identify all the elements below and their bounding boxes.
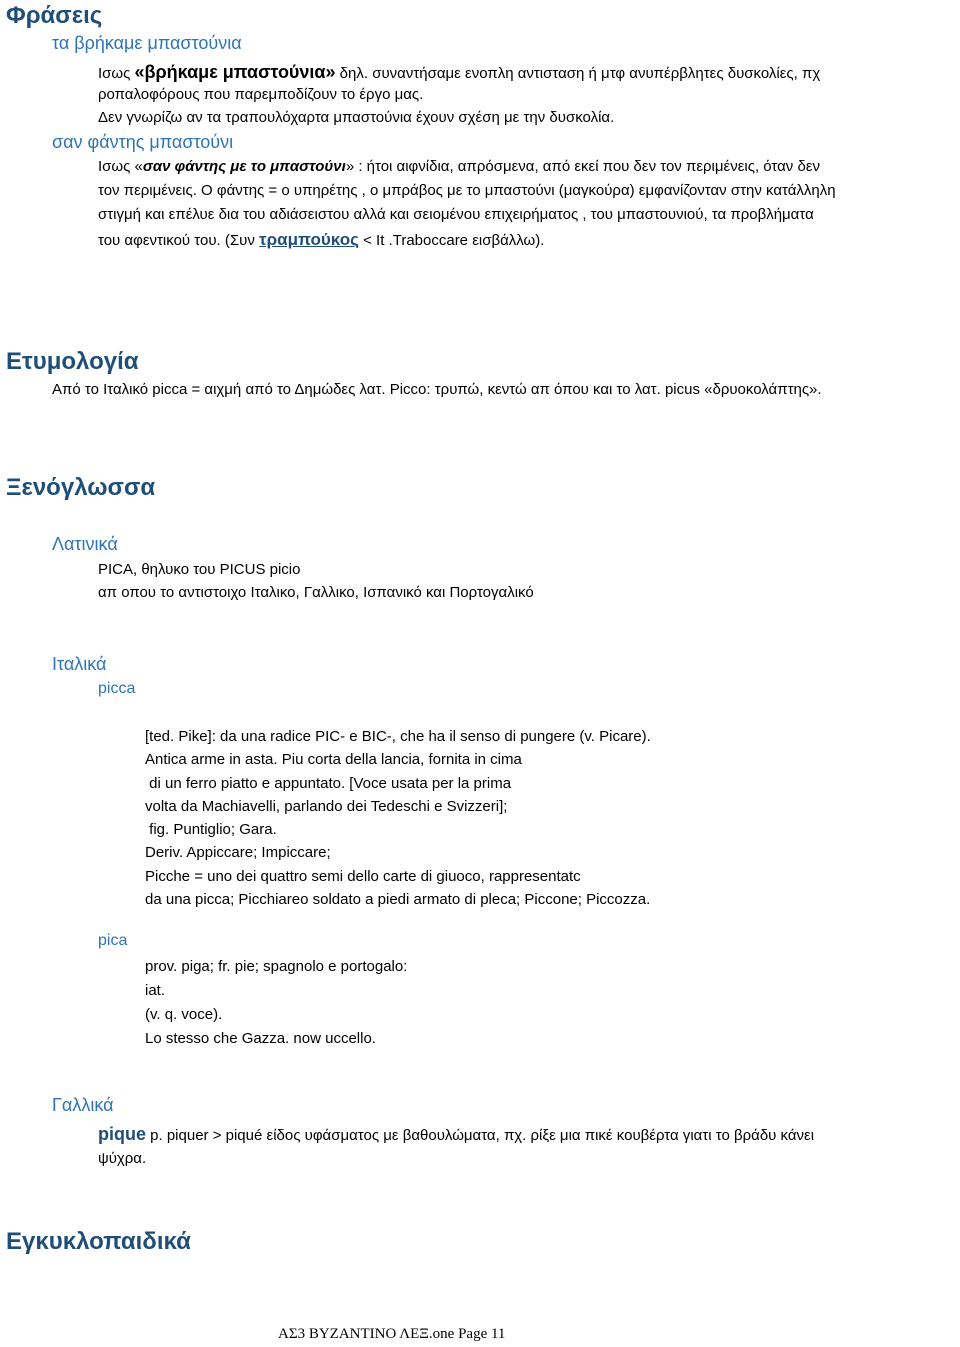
bold-word-pique: pique — [98, 1124, 146, 1144]
definition-line: Deriv. Appiccare; Impiccare; — [145, 844, 331, 862]
definition-line: Picche = uno dei quattro semi dello carte di giuoco, rappresentatc — [145, 867, 581, 885]
definition-line: iat. — [145, 982, 166, 999]
text-span: < It .Traboccare εισβάλλω). — [358, 232, 545, 249]
text-span: p. piquer > piqué είδος υφάσματος με βαθουλώματα, πχ. ρίξε μια πικέ κουβέρτα γιατι το βράδυ κάνει — [146, 1127, 815, 1144]
label-pica: pica — [98, 932, 128, 949]
page-footer: ΑΣ3 ΒΥΖΑΝΤΙΝΟ ΛΕΞ.one Page 11 — [278, 1326, 506, 1342]
heading-etymology: Ετυμολογία — [6, 348, 139, 375]
subheading-jack-clubs: σαν φάντης μπαστούνι — [52, 132, 234, 152]
bold-phrase: «βρήκαμε μπαστούνια» — [134, 62, 336, 82]
paragraph-line: απ οπου το αντιστοιχο Ιταλικο, Γαλλικο, Ισπανικό και Πορτογαλικό — [98, 584, 534, 601]
subheading-italian: Ιταλικά — [52, 654, 107, 674]
definition-line: [ted. Pike]: da una radice PIC- e BIC-, che ha il senso di pungere (v. Picare). — [145, 728, 651, 745]
paragraph-line: στιγμή και επέλυε δια του αδιάσειστου αλλά και σειομένου επιχειρήματος , του μπαστουνιού, τα προβλήματα — [98, 206, 814, 223]
definition-line: Antica arme in asta. Piu corta della lancia, fornita in cima — [145, 751, 522, 769]
heading-encyclopedia: Εγκυκλοπαιδικά — [6, 1228, 191, 1255]
paragraph-line — [98, 230, 544, 250]
paragraph-line — [98, 62, 820, 83]
heading-phrases: Φράσεις — [6, 2, 103, 29]
subheading-latin: Λατινικά — [52, 534, 118, 554]
bold-italic-phrase: σαν φάντης με το μπαστούνι — [142, 158, 346, 175]
definition-line: di un ferro piatto e appuntato. [Voce usata per la prima — [145, 774, 512, 792]
definition-line: prov. piga; fr. pie; spagnolo e portogalo: — [145, 958, 408, 975]
paragraph-line: Δεν γνωρίζω αν τα τραπουλόχαρτα μπαστούνια έχουν σχέση με την δυσκολία. — [98, 109, 615, 126]
definition-line: fig. Puntiglio; Gara. — [145, 821, 277, 839]
text-span: του αφεντικού του. (Συν — [98, 232, 260, 249]
paragraph-line: ροπαλοφόρους που παρεμποδίζουν το έργο μας. — [98, 86, 424, 103]
text-span: » : ήτοι αιφνίδια, απρόσμενα, από εκεί που δεν τον περιμένεις, όταν δεν — [345, 158, 821, 175]
heading-foreign: Ξενόγλωσσα — [6, 474, 156, 501]
definition-line: (v. q. voce). — [145, 1006, 223, 1023]
paragraph-line: ψύχρα. — [98, 1150, 147, 1167]
paragraph-line — [98, 158, 820, 175]
paragraph-line: PICA, θηλυκο του PICUS picio — [98, 561, 301, 578]
subheading-french: Γαλλικά — [52, 1095, 114, 1115]
subheading-found-clubs: τα βρήκαμε μπαστούνια — [52, 33, 242, 53]
link-trampoukos[interactable]: τραμπούκος — [259, 230, 359, 249]
definition-line: volta da Machiavelli, parlando dei Tedeschi e Svizzeri]; — [145, 797, 508, 815]
pica-definition — [145, 955, 407, 1051]
text-span: Ισως « — [98, 158, 143, 175]
picca-definition — [145, 725, 651, 911]
definition-line: da una picca; Picchiareo soldato a piedi armato di pleca; Piccone; Piccozza. — [145, 891, 651, 909]
paragraph-line: τον περιμένεις. Ο φάντης = ο υπηρέτης , ο μπράβος με το μπαστούνι (μαγκούρα) εμφανίζονταν στην κατάλληλη — [98, 182, 836, 199]
label-picca: picca — [98, 680, 136, 697]
paragraph-line — [98, 1124, 814, 1145]
text-span: δηλ. συναντήσαμε ενοπλη αντισταση ή μτφ ανυπέρβλητες δυσκολίες, πχ — [335, 65, 821, 82]
definition-line: Lo stesso che Gazza. now uccello. — [145, 1030, 376, 1047]
text-span: Ισως — [98, 65, 135, 82]
paragraph-line: Από το Ιταλικό picca = αιχμή από το Δημώδες λατ. Picco: τρυπώ, κεντώ απ όπου και το λατ. picus «δρυοκολάπτης». — [52, 381, 822, 398]
